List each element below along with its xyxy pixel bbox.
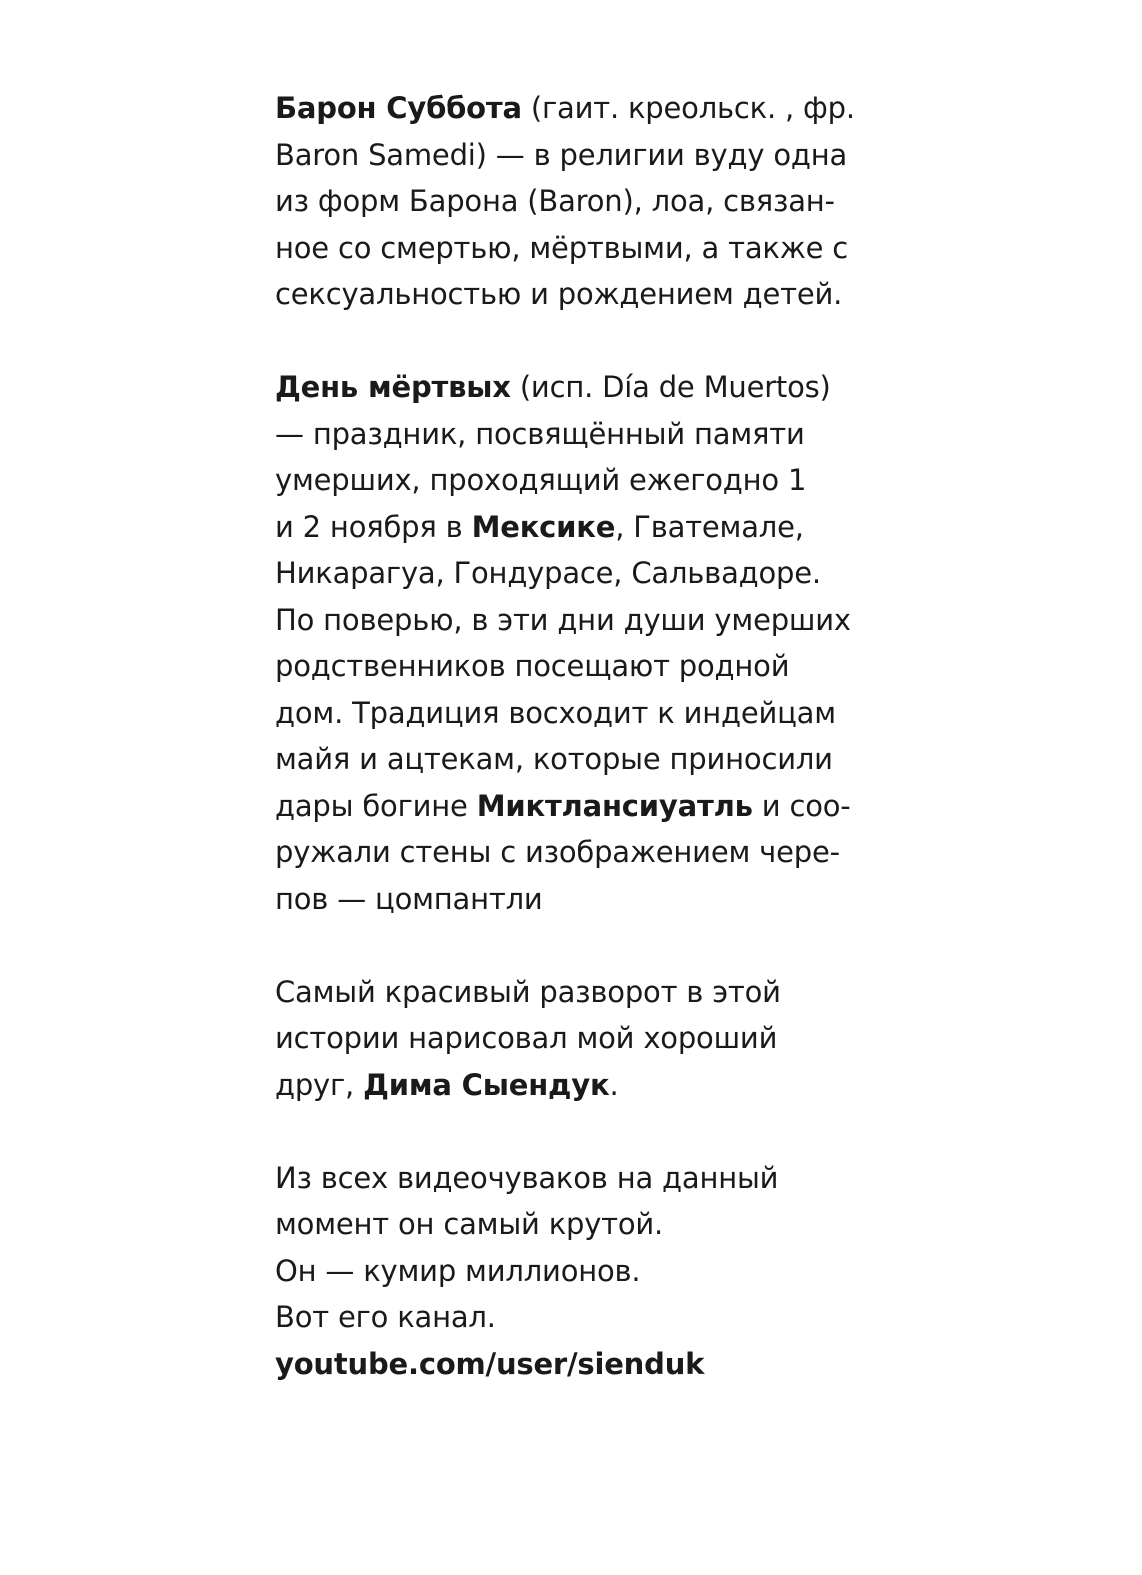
text-line [275, 643, 915, 690]
bold-term: youtube.com/user/sienduk [275, 1346, 705, 1381]
text-segment: . [609, 1067, 619, 1102]
text-segment: из форм Барона (Baron), лоа, связан- [275, 184, 835, 218]
bold-term: Дима Сыендук [363, 1067, 610, 1102]
baron-samedi-paragraph [275, 85, 915, 318]
bold-term: Барон Суббота [275, 91, 522, 125]
text-line [275, 1294, 915, 1341]
text-segment: Никарагуа, Гондурасе, Сальвадоре. [275, 556, 821, 590]
text-line [275, 85, 915, 132]
text-line [275, 1015, 915, 1062]
text-line [275, 1155, 915, 1202]
bold-term: Мексике [471, 509, 616, 544]
text-segment: сексуальностью и рождением детей. [275, 277, 843, 311]
text-line [275, 829, 915, 876]
text-segment: Вот его канал. [275, 1300, 496, 1334]
text-segment: истории нарисовал мой хороший [275, 1021, 778, 1055]
text-segment: и соо- [752, 788, 851, 823]
document-page [275, 85, 915, 1434]
text-segment: Baron Samedi) — в религии вуду одна [275, 137, 848, 172]
text-line [275, 1062, 915, 1109]
text-segment: (исп. Día de Muertos) [510, 370, 831, 404]
text-line [275, 411, 915, 458]
text-line [275, 271, 915, 318]
bold-term: Миктлансиуатль [476, 788, 753, 823]
text-segment: дары богине [275, 788, 477, 823]
text-line [275, 550, 915, 597]
text-segment: Он — кумир миллионов. [275, 1253, 641, 1288]
text-line [275, 364, 915, 411]
text-line [275, 783, 915, 830]
text-segment: друг, [275, 1067, 364, 1102]
text-line [275, 1341, 915, 1388]
text-segment: (гаит. креольск. , фр. [521, 91, 855, 125]
spread-credit-paragraph [275, 969, 915, 1109]
text-line [275, 1201, 915, 1248]
text-segment: — праздник, посвящённый памяти [275, 416, 805, 451]
text-segment: и 2 ноября в [275, 509, 472, 544]
text-line [275, 504, 915, 551]
text-line [275, 876, 915, 923]
text-segment: дом. Традиция восходит к индейцам [275, 695, 836, 730]
text-line [275, 597, 915, 644]
text-segment: момент он самый крутой. [275, 1207, 664, 1241]
text-segment: По поверью, в эти дни души умерших [275, 602, 851, 637]
text-segment: пов — цомпантли [275, 881, 543, 916]
text-line [275, 225, 915, 272]
text-segment: ружали стены с изображением чере- [275, 835, 840, 869]
bold-term: День мёртвых [275, 370, 511, 404]
text-segment: Самый красивый разворот в этой [275, 974, 781, 1009]
text-segment: майя и ацтекам, которые приносили [275, 742, 833, 776]
text-segment: умерших, проходящий ежегодно 1 [275, 463, 807, 497]
text-segment: Из всех видеочуваков на данный [275, 1160, 779, 1195]
text-segment: родственников посещают родной [275, 649, 790, 683]
channel-paragraph [275, 1155, 915, 1388]
text-line [275, 1248, 915, 1295]
text-line [275, 969, 915, 1016]
text-line [275, 690, 915, 737]
text-line [275, 736, 915, 783]
text-segment: ное со смертью, мёртвыми, а также с [275, 230, 849, 265]
text-line [275, 178, 915, 225]
text-line [275, 132, 915, 179]
text-line [275, 457, 915, 504]
text-segment: , Гватемале, [615, 509, 804, 544]
day-of-dead-paragraph [275, 364, 915, 922]
